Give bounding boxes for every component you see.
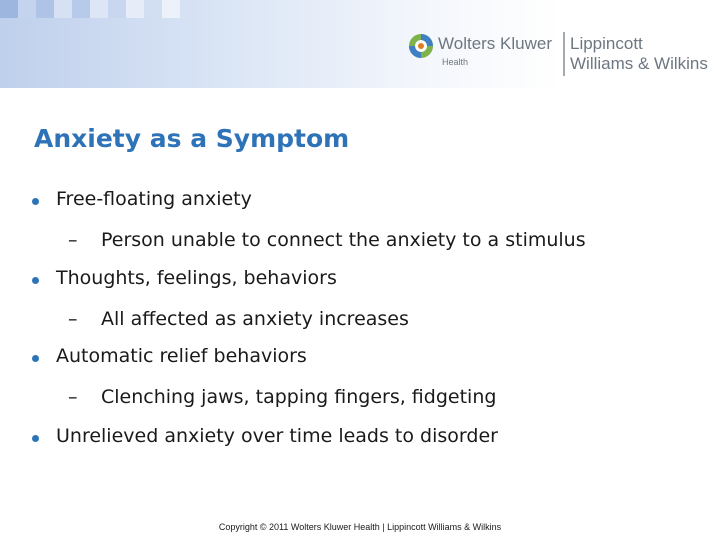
bullet-marker xyxy=(32,198,39,205)
sub-bullet-marker: – xyxy=(68,308,78,330)
bullet-item: Thoughts, feelings, behaviors xyxy=(56,267,337,289)
slide-title: Anxiety as a Symptom xyxy=(34,124,350,153)
sub-bullet-item: Clenching jaws, tapping fingers, fidgeting xyxy=(101,386,497,408)
bullet-item: Unrelieved anxiety over time leads to disorder xyxy=(56,425,498,447)
bullet-marker xyxy=(32,277,39,284)
decorative-tile-strip xyxy=(0,0,180,18)
bullet-marker xyxy=(32,355,39,362)
bullet-marker xyxy=(32,435,39,442)
logo-company-name: Wolters Kluwer xyxy=(438,34,552,53)
sub-bullet-item: Person unable to connect the anxiety to a stimulus xyxy=(101,229,586,251)
copyright-footer: Copyright © 2011 Wolters Kluwer Health | Lippincott Williams & Wilkins xyxy=(218,522,502,532)
bullet-item: Automatic relief behaviors xyxy=(56,345,307,367)
sub-bullet-item: All affected as anxiety increases xyxy=(101,308,409,330)
logo-brand-line2: Williams & Wilkins xyxy=(570,54,708,73)
company-logo xyxy=(408,30,718,80)
sub-bullet-marker: – xyxy=(68,386,78,408)
logo-divider xyxy=(563,32,565,76)
bullet-item: Free-floating anxiety xyxy=(56,188,252,210)
sub-bullet-marker: – xyxy=(68,229,78,251)
logo-division-name: Health xyxy=(442,57,469,67)
header-band xyxy=(0,0,720,88)
logo-brand-line1: Lippincott xyxy=(570,34,643,53)
globe-icon xyxy=(408,33,434,59)
